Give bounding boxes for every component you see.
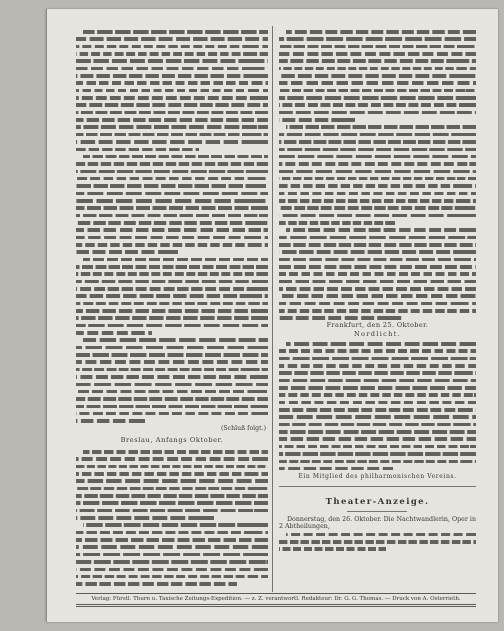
text-line-ink bbox=[76, 177, 268, 181]
text-line-ink bbox=[279, 258, 476, 262]
text-line-ink bbox=[76, 140, 268, 144]
text-line bbox=[279, 109, 476, 116]
text-line-ink bbox=[279, 199, 476, 203]
text-line-ink bbox=[76, 59, 268, 63]
text-line-ink bbox=[279, 408, 476, 412]
text-line-ink bbox=[279, 309, 476, 313]
footer-top-rule bbox=[76, 593, 476, 594]
text-line bbox=[76, 307, 268, 314]
text-line-ink bbox=[279, 302, 476, 306]
text-line bbox=[279, 270, 476, 277]
text-line-ink bbox=[83, 338, 268, 342]
text-line bbox=[279, 28, 476, 35]
text-line-ink bbox=[76, 487, 268, 491]
text-line bbox=[279, 406, 476, 413]
text-line-ink bbox=[279, 103, 476, 107]
text-line-ink bbox=[83, 523, 268, 527]
text-line-ink bbox=[279, 280, 476, 284]
text-line-ink bbox=[279, 272, 476, 276]
text-line-ink bbox=[76, 397, 268, 401]
text-line-ink bbox=[279, 364, 476, 368]
text-line-ink bbox=[76, 236, 268, 240]
text-line-ink bbox=[279, 460, 476, 464]
text-line bbox=[279, 285, 476, 292]
theater-section-title: Theater-Anzeige. bbox=[325, 497, 430, 507]
text-line-ink bbox=[279, 74, 476, 78]
text-line-ink bbox=[76, 37, 268, 41]
text-line-ink bbox=[76, 560, 268, 564]
text-line-ink bbox=[76, 472, 268, 476]
right-article-body bbox=[279, 28, 476, 322]
text-line bbox=[279, 57, 476, 64]
text-line bbox=[76, 573, 268, 580]
text-line bbox=[279, 138, 476, 145]
text-line bbox=[279, 292, 476, 299]
text-line bbox=[76, 234, 268, 241]
text-line-ink bbox=[279, 393, 476, 397]
text-line bbox=[279, 87, 476, 94]
text-line-ink bbox=[279, 59, 476, 63]
text-line-ink bbox=[279, 437, 476, 441]
text-line-ink bbox=[76, 265, 268, 269]
text-line bbox=[76, 514, 268, 521]
column-divider bbox=[272, 26, 273, 592]
text-line bbox=[279, 65, 476, 72]
text-line bbox=[76, 455, 268, 462]
text-line-ink bbox=[76, 250, 181, 254]
text-line-ink bbox=[76, 457, 268, 461]
text-line-ink bbox=[76, 383, 268, 387]
text-line-ink bbox=[76, 74, 268, 78]
text-line bbox=[76, 50, 268, 57]
text-line bbox=[76, 336, 268, 343]
text-line-ink bbox=[76, 81, 268, 85]
text-line-ink bbox=[76, 243, 268, 247]
text-line-ink bbox=[279, 170, 476, 174]
text-line bbox=[279, 458, 476, 465]
text-line bbox=[279, 465, 476, 472]
text-line-ink bbox=[279, 140, 476, 144]
text-line bbox=[279, 123, 476, 130]
text-line-ink bbox=[76, 412, 268, 416]
text-line bbox=[76, 153, 268, 160]
text-line-ink bbox=[279, 357, 476, 361]
text-line bbox=[279, 399, 476, 406]
text-line-ink bbox=[76, 390, 268, 394]
text-line-ink bbox=[279, 401, 476, 405]
text-line bbox=[279, 428, 476, 435]
text-line bbox=[279, 307, 476, 314]
text-line bbox=[76, 558, 268, 565]
text-line-ink bbox=[279, 250, 476, 254]
text-line bbox=[76, 470, 268, 477]
text-line bbox=[279, 435, 476, 442]
text-line-ink bbox=[76, 280, 268, 284]
text-line-ink bbox=[76, 575, 268, 579]
text-line bbox=[76, 43, 268, 50]
text-line-ink bbox=[76, 501, 268, 505]
text-line bbox=[279, 300, 476, 307]
text-line bbox=[76, 123, 268, 130]
text-line-ink bbox=[76, 538, 268, 542]
text-line bbox=[76, 543, 268, 550]
text-line-ink bbox=[286, 342, 476, 346]
text-line-ink bbox=[76, 302, 268, 306]
text-line bbox=[76, 485, 268, 492]
text-line bbox=[76, 79, 268, 86]
text-line bbox=[76, 116, 268, 123]
text-line bbox=[279, 241, 476, 248]
text-line bbox=[76, 566, 268, 573]
imprint-footer: Verlag: Fürstl. Thurn u. Taxische Zeitungs-Expedition. — z. Z. verantwortl. Redakteur: Dr. G. G. Thomas. — Druck von A. Osterrieth. bbox=[91, 595, 461, 602]
text-line-ink bbox=[76, 133, 268, 137]
text-line-ink bbox=[76, 103, 268, 107]
text-line-ink bbox=[76, 346, 268, 350]
text-line bbox=[279, 384, 476, 391]
text-line-ink bbox=[279, 148, 476, 152]
text-line bbox=[76, 109, 268, 116]
text-line-ink bbox=[279, 45, 476, 49]
frankfurt-dateline: Frankfurt, den 25. Oktober. bbox=[326, 321, 429, 329]
text-line-ink bbox=[279, 133, 476, 137]
text-line-ink bbox=[279, 162, 476, 166]
text-line bbox=[76, 146, 268, 153]
text-line-ink bbox=[76, 353, 268, 357]
text-line-ink bbox=[76, 419, 145, 423]
text-line-ink bbox=[279, 89, 476, 93]
text-line bbox=[279, 219, 476, 226]
text-line-ink bbox=[279, 445, 476, 449]
text-line bbox=[279, 443, 476, 450]
text-line bbox=[76, 344, 268, 351]
text-line-ink bbox=[76, 206, 268, 210]
text-line bbox=[279, 160, 476, 167]
text-line bbox=[76, 551, 268, 558]
text-line-ink bbox=[279, 118, 355, 122]
text-line-ink bbox=[76, 465, 268, 469]
text-line-ink bbox=[76, 170, 268, 174]
text-line bbox=[76, 87, 268, 94]
text-line bbox=[279, 146, 476, 153]
text-line-ink bbox=[279, 547, 386, 551]
text-line bbox=[76, 263, 268, 270]
text-line bbox=[76, 499, 268, 506]
text-line-ink bbox=[83, 30, 268, 34]
text-line bbox=[279, 355, 476, 362]
text-line-ink bbox=[76, 494, 268, 498]
text-line-ink bbox=[279, 243, 476, 247]
text-line bbox=[76, 403, 268, 410]
text-line bbox=[279, 248, 476, 255]
nordlicht-heading: Nordlicht. bbox=[353, 329, 401, 338]
text-line bbox=[279, 545, 476, 552]
text-line-ink bbox=[76, 479, 268, 483]
text-line bbox=[76, 366, 268, 373]
text-line bbox=[279, 43, 476, 50]
text-line bbox=[279, 153, 476, 160]
text-line bbox=[76, 292, 268, 299]
text-line bbox=[279, 538, 476, 545]
text-line-ink bbox=[76, 516, 214, 520]
theater-notice-text: Donnerstag, den 26. Oktober. Die Nachtwandlerin, Oper in 2 Abtheilungen, bbox=[279, 516, 476, 531]
text-line-ink bbox=[279, 52, 476, 56]
text-line bbox=[76, 536, 268, 543]
text-line-ink bbox=[279, 379, 476, 383]
text-line-ink bbox=[76, 545, 268, 549]
footer-bottom-rule bbox=[76, 604, 476, 605]
text-line-ink bbox=[279, 371, 476, 375]
theater-notice-body bbox=[279, 531, 476, 553]
text-line-ink bbox=[279, 177, 476, 181]
text-line bbox=[279, 168, 476, 175]
text-line-ink bbox=[286, 30, 476, 34]
text-line-ink bbox=[279, 221, 395, 225]
text-line-ink bbox=[279, 452, 476, 456]
text-line-ink bbox=[76, 118, 268, 122]
text-line bbox=[76, 448, 268, 455]
text-line bbox=[76, 212, 268, 219]
text-line-ink bbox=[279, 386, 476, 390]
text-line-ink bbox=[279, 96, 476, 100]
text-line bbox=[76, 270, 268, 277]
breslau-dateline: Breslau, Anfangs Oktober. bbox=[120, 436, 224, 444]
left-article-body bbox=[76, 28, 268, 425]
text-line bbox=[76, 241, 268, 248]
text-line bbox=[76, 300, 268, 307]
text-line bbox=[76, 168, 268, 175]
text-line bbox=[279, 450, 476, 457]
text-line bbox=[279, 131, 476, 138]
text-line bbox=[76, 285, 268, 292]
text-line bbox=[76, 72, 268, 79]
text-line bbox=[279, 182, 476, 189]
text-line bbox=[279, 256, 476, 263]
nordlicht-article-body bbox=[279, 340, 476, 472]
text-line-ink bbox=[279, 294, 476, 298]
text-line bbox=[76, 256, 268, 263]
text-line-ink bbox=[76, 214, 268, 218]
text-line-ink bbox=[286, 228, 476, 232]
continuation-note: (Schluß folgt.) bbox=[221, 425, 266, 432]
text-line bbox=[76, 248, 268, 255]
article-signature: Ein Mitglied des philharmonischen Vereins. bbox=[298, 473, 457, 480]
text-line-ink bbox=[83, 258, 268, 262]
breslau-article-body bbox=[76, 448, 268, 588]
text-line-ink bbox=[76, 368, 268, 372]
text-line-ink bbox=[279, 430, 476, 434]
text-line-ink bbox=[279, 287, 476, 291]
text-line bbox=[76, 373, 268, 380]
text-line bbox=[76, 381, 268, 388]
text-line bbox=[76, 94, 268, 101]
text-line bbox=[279, 226, 476, 233]
text-line bbox=[279, 101, 476, 108]
text-line-ink bbox=[76, 272, 268, 276]
text-line-ink bbox=[76, 221, 268, 225]
text-line bbox=[279, 340, 476, 347]
text-line-ink bbox=[76, 184, 268, 188]
text-line-ink bbox=[76, 287, 268, 291]
text-line-ink bbox=[76, 162, 268, 166]
text-line-ink bbox=[279, 423, 476, 427]
text-line-ink bbox=[76, 228, 268, 232]
text-line bbox=[76, 197, 268, 204]
text-line bbox=[76, 329, 268, 336]
text-line bbox=[76, 507, 268, 514]
text-line-ink bbox=[279, 206, 476, 210]
text-line-ink bbox=[76, 360, 268, 364]
text-line bbox=[279, 369, 476, 376]
text-line bbox=[76, 65, 268, 72]
text-line-ink bbox=[76, 148, 199, 152]
text-line bbox=[279, 531, 476, 538]
text-line-ink bbox=[76, 192, 268, 196]
text-line bbox=[279, 79, 476, 86]
text-line bbox=[76, 351, 268, 358]
text-line bbox=[279, 421, 476, 428]
text-line bbox=[279, 362, 476, 369]
text-line-ink bbox=[279, 349, 476, 353]
text-line bbox=[76, 219, 268, 226]
text-line bbox=[76, 529, 268, 536]
text-line-ink bbox=[279, 192, 476, 196]
text-line-ink bbox=[286, 533, 476, 537]
text-line-ink bbox=[279, 415, 476, 419]
text-line-ink bbox=[76, 199, 268, 203]
text-line bbox=[279, 190, 476, 197]
text-line-ink bbox=[279, 540, 476, 544]
text-line-ink bbox=[279, 184, 476, 188]
text-line-ink bbox=[76, 309, 268, 313]
text-line bbox=[279, 212, 476, 219]
text-line bbox=[279, 391, 476, 398]
text-line bbox=[76, 358, 268, 365]
text-line-ink bbox=[76, 553, 268, 557]
text-line-ink bbox=[279, 265, 476, 269]
text-line bbox=[279, 204, 476, 211]
text-line-ink bbox=[76, 324, 268, 328]
text-line bbox=[76, 175, 268, 182]
text-line bbox=[76, 410, 268, 417]
text-line bbox=[76, 395, 268, 402]
text-line bbox=[279, 263, 476, 270]
text-line bbox=[76, 204, 268, 211]
text-line-ink bbox=[76, 331, 152, 335]
text-line bbox=[76, 521, 268, 528]
text-line-ink bbox=[76, 509, 268, 513]
text-line-ink bbox=[76, 67, 268, 71]
text-line-ink bbox=[279, 81, 476, 85]
text-line bbox=[76, 314, 268, 321]
text-line bbox=[76, 190, 268, 197]
text-line bbox=[76, 138, 268, 145]
text-line bbox=[76, 492, 268, 499]
text-line-ink bbox=[76, 52, 268, 56]
text-line bbox=[279, 175, 476, 182]
text-line bbox=[279, 116, 476, 123]
text-line bbox=[76, 388, 268, 395]
text-line bbox=[279, 413, 476, 420]
text-line bbox=[76, 160, 268, 167]
text-line-ink bbox=[279, 236, 476, 240]
text-line-ink bbox=[279, 111, 476, 115]
text-line-ink bbox=[76, 125, 268, 129]
text-line-ink bbox=[76, 582, 237, 586]
text-line bbox=[279, 94, 476, 101]
text-line-ink bbox=[279, 155, 476, 159]
text-line bbox=[279, 278, 476, 285]
text-line bbox=[76, 463, 268, 470]
text-line-ink bbox=[76, 568, 268, 572]
text-line bbox=[76, 278, 268, 285]
text-line bbox=[76, 57, 268, 64]
text-line-ink bbox=[76, 45, 268, 49]
text-line-ink bbox=[76, 316, 268, 320]
text-line-ink bbox=[279, 37, 476, 41]
text-line bbox=[76, 226, 268, 233]
section-divider bbox=[279, 486, 476, 487]
text-line bbox=[76, 35, 268, 42]
text-line bbox=[279, 50, 476, 57]
footer-bottom-rule-thin bbox=[76, 606, 476, 607]
text-line-ink bbox=[279, 214, 476, 218]
text-line bbox=[279, 347, 476, 354]
text-line-ink bbox=[76, 405, 268, 409]
text-line-ink bbox=[286, 125, 476, 129]
text-line bbox=[76, 101, 268, 108]
text-line-ink bbox=[279, 467, 393, 471]
text-line bbox=[76, 322, 268, 329]
text-line bbox=[76, 182, 268, 189]
text-line bbox=[76, 28, 268, 35]
text-line bbox=[279, 234, 476, 241]
text-line-ink bbox=[279, 67, 476, 71]
text-line bbox=[76, 477, 268, 484]
text-line bbox=[279, 197, 476, 204]
text-line-ink bbox=[279, 316, 404, 320]
text-line-ink bbox=[76, 96, 268, 100]
text-line-ink bbox=[83, 155, 268, 159]
text-line bbox=[76, 580, 268, 587]
text-line bbox=[279, 35, 476, 42]
text-line-ink bbox=[83, 450, 268, 454]
text-line-ink bbox=[76, 531, 268, 535]
text-line bbox=[279, 72, 476, 79]
title-underline bbox=[347, 511, 407, 512]
text-line bbox=[76, 417, 268, 424]
theater-notice bbox=[279, 516, 476, 553]
text-line-ink bbox=[76, 294, 268, 298]
text-line-ink bbox=[76, 375, 268, 379]
text-line-ink bbox=[76, 111, 268, 115]
text-line bbox=[279, 377, 476, 384]
text-line bbox=[76, 131, 268, 138]
text-line-ink bbox=[76, 89, 268, 93]
